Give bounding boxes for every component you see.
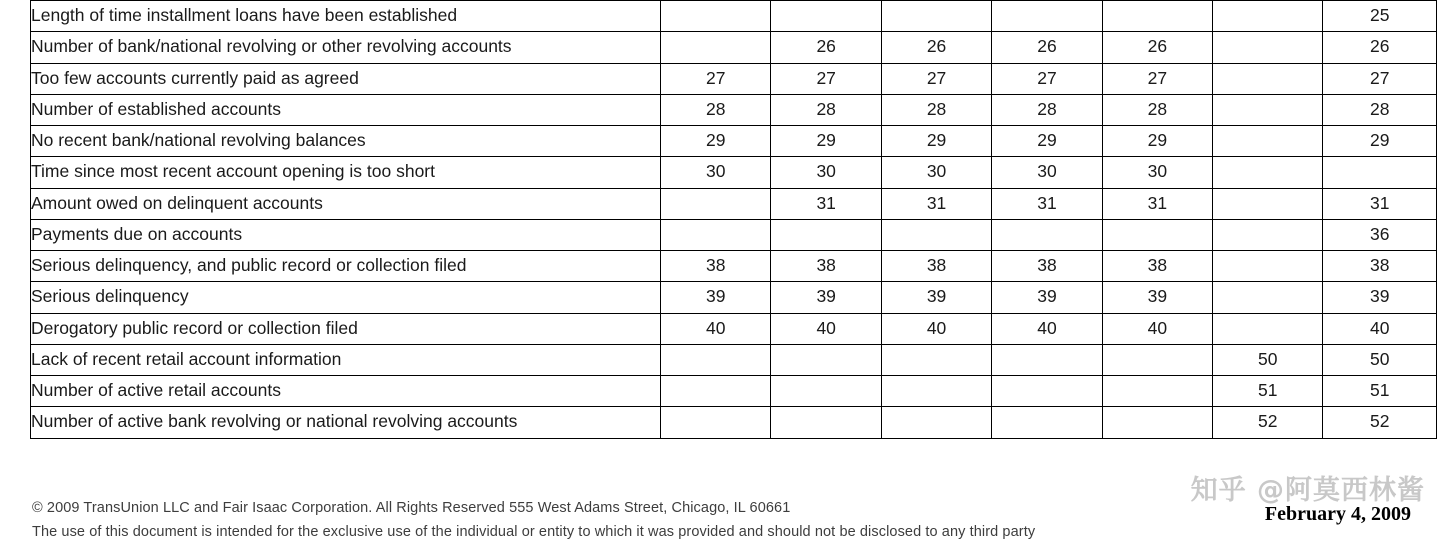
row-value bbox=[881, 219, 991, 250]
row-value bbox=[771, 376, 881, 407]
row-value: 28 bbox=[661, 94, 771, 125]
row-label: Time since most recent account opening is too short bbox=[31, 157, 661, 188]
row-label: Number of active bank revolving or national revolving accounts bbox=[31, 407, 661, 438]
row-label: Serious delinquency bbox=[31, 282, 661, 313]
row-value: 40 bbox=[881, 313, 991, 344]
row-value bbox=[661, 32, 771, 63]
row-value: 38 bbox=[881, 251, 991, 282]
row-value: 26 bbox=[992, 32, 1102, 63]
row-value bbox=[881, 344, 991, 375]
row-value bbox=[992, 219, 1102, 250]
table-row bbox=[31, 219, 1437, 250]
row-value: 40 bbox=[771, 313, 881, 344]
row-value bbox=[1323, 157, 1437, 188]
row-value bbox=[661, 376, 771, 407]
page-footer bbox=[32, 500, 1412, 540]
row-label: Number of established accounts bbox=[31, 94, 661, 125]
row-value: 39 bbox=[661, 282, 771, 313]
row-value bbox=[771, 344, 881, 375]
row-value bbox=[992, 407, 1102, 438]
table-row bbox=[31, 282, 1437, 313]
row-value: 31 bbox=[1323, 188, 1437, 219]
row-value: 30 bbox=[881, 157, 991, 188]
row-value: 31 bbox=[881, 188, 991, 219]
row-value bbox=[1213, 219, 1323, 250]
row-value bbox=[1213, 282, 1323, 313]
row-value: 50 bbox=[1323, 344, 1437, 375]
row-value: 36 bbox=[1323, 219, 1437, 250]
row-value: 39 bbox=[1102, 282, 1212, 313]
row-value: 50 bbox=[1213, 344, 1323, 375]
table-row bbox=[31, 126, 1437, 157]
row-value bbox=[1213, 1, 1323, 32]
table-row bbox=[31, 63, 1437, 94]
row-value: 29 bbox=[1102, 126, 1212, 157]
table-row bbox=[31, 407, 1437, 438]
row-value bbox=[1213, 188, 1323, 219]
row-value bbox=[881, 407, 991, 438]
row-value: 40 bbox=[1102, 313, 1212, 344]
row-value: 28 bbox=[1102, 94, 1212, 125]
table-row bbox=[31, 251, 1437, 282]
row-label: No recent bank/national revolving balances bbox=[31, 126, 661, 157]
row-value: 27 bbox=[881, 63, 991, 94]
row-value: 40 bbox=[992, 313, 1102, 344]
row-value bbox=[1102, 219, 1212, 250]
row-value: 27 bbox=[661, 63, 771, 94]
row-value bbox=[992, 344, 1102, 375]
row-value bbox=[771, 407, 881, 438]
row-value bbox=[1102, 407, 1212, 438]
row-value: 39 bbox=[992, 282, 1102, 313]
row-value bbox=[661, 1, 771, 32]
row-value bbox=[1213, 251, 1323, 282]
row-value bbox=[992, 1, 1102, 32]
row-label: Length of time installment loans have been established bbox=[31, 1, 661, 32]
row-value: 51 bbox=[1323, 376, 1437, 407]
table-row bbox=[31, 376, 1437, 407]
row-label: Serious delinquency, and public record or collection filed bbox=[31, 251, 661, 282]
disclaimer-notice: The use of this document is intended for the exclusive use of the individual or entity to which it was provided and should not be disclosed to any third party bbox=[32, 524, 1036, 540]
row-label: Derogatory public record or collection filed bbox=[31, 313, 661, 344]
row-value: 26 bbox=[1323, 32, 1437, 63]
row-value: 38 bbox=[1102, 251, 1212, 282]
row-value: 38 bbox=[1323, 251, 1437, 282]
row-value: 29 bbox=[771, 126, 881, 157]
row-value bbox=[992, 376, 1102, 407]
row-value: 38 bbox=[771, 251, 881, 282]
row-label: Lack of recent retail account information bbox=[31, 344, 661, 375]
row-value: 30 bbox=[661, 157, 771, 188]
row-value bbox=[1213, 32, 1323, 63]
row-value: 25 bbox=[1323, 1, 1437, 32]
row-value bbox=[771, 1, 881, 32]
row-value: 27 bbox=[771, 63, 881, 94]
row-value: 39 bbox=[1323, 282, 1437, 313]
row-value: 52 bbox=[1213, 407, 1323, 438]
row-value: 38 bbox=[661, 251, 771, 282]
row-value: 28 bbox=[771, 94, 881, 125]
row-value bbox=[1102, 376, 1212, 407]
row-value bbox=[1213, 63, 1323, 94]
row-value: 26 bbox=[881, 32, 991, 63]
row-value: 30 bbox=[1102, 157, 1212, 188]
row-value bbox=[661, 344, 771, 375]
row-value bbox=[1102, 1, 1212, 32]
row-value: 40 bbox=[661, 313, 771, 344]
table-row bbox=[31, 157, 1437, 188]
table-row bbox=[31, 344, 1437, 375]
row-label: Payments due on accounts bbox=[31, 219, 661, 250]
row-value bbox=[661, 219, 771, 250]
row-label: Number of active retail accounts bbox=[31, 376, 661, 407]
table-body bbox=[31, 1, 1437, 439]
row-value: 26 bbox=[1102, 32, 1212, 63]
row-label: Number of bank/national revolving or other revolving accounts bbox=[31, 32, 661, 63]
row-value: 39 bbox=[771, 282, 881, 313]
row-value: 31 bbox=[992, 188, 1102, 219]
row-value: 51 bbox=[1213, 376, 1323, 407]
row-value: 27 bbox=[1323, 63, 1437, 94]
row-value bbox=[771, 219, 881, 250]
row-value bbox=[1213, 313, 1323, 344]
row-value: 28 bbox=[992, 94, 1102, 125]
row-value bbox=[881, 1, 991, 32]
table-row bbox=[31, 1, 1437, 32]
row-value: 28 bbox=[881, 94, 991, 125]
row-value: 27 bbox=[992, 63, 1102, 94]
row-value bbox=[1213, 94, 1323, 125]
row-value: 29 bbox=[881, 126, 991, 157]
row-value: 30 bbox=[771, 157, 881, 188]
row-value: 29 bbox=[992, 126, 1102, 157]
row-value: 29 bbox=[661, 126, 771, 157]
copyright-notice: © 2009 TransUnion LLC and Fair Isaac Corporation. All Rights Reserved 555 West Adams Street, Chicago, IL 60661 bbox=[32, 500, 791, 516]
table-row bbox=[31, 94, 1437, 125]
row-label: Too few accounts currently paid as agreed bbox=[31, 63, 661, 94]
score-reason-code-table bbox=[30, 0, 1437, 439]
row-value: 40 bbox=[1323, 313, 1437, 344]
row-value bbox=[1213, 126, 1323, 157]
row-value: 28 bbox=[1323, 94, 1437, 125]
row-value bbox=[1102, 344, 1212, 375]
row-value: 29 bbox=[1323, 126, 1437, 157]
row-value bbox=[1213, 157, 1323, 188]
row-value: 30 bbox=[992, 157, 1102, 188]
row-value bbox=[661, 407, 771, 438]
row-label: Amount owed on delinquent accounts bbox=[31, 188, 661, 219]
table-row bbox=[31, 188, 1437, 219]
watermark: 知乎 @阿莫西林酱 bbox=[1190, 475, 1425, 506]
row-value bbox=[661, 188, 771, 219]
row-value: 39 bbox=[881, 282, 991, 313]
document-date: February 4, 2009 bbox=[1264, 503, 1411, 525]
row-value: 26 bbox=[771, 32, 881, 63]
row-value: 38 bbox=[992, 251, 1102, 282]
row-value: 31 bbox=[1102, 188, 1212, 219]
row-value bbox=[881, 376, 991, 407]
table-row bbox=[31, 32, 1437, 63]
table-row bbox=[31, 313, 1437, 344]
row-value: 52 bbox=[1323, 407, 1437, 438]
row-value: 31 bbox=[771, 188, 881, 219]
row-value: 27 bbox=[1102, 63, 1212, 94]
